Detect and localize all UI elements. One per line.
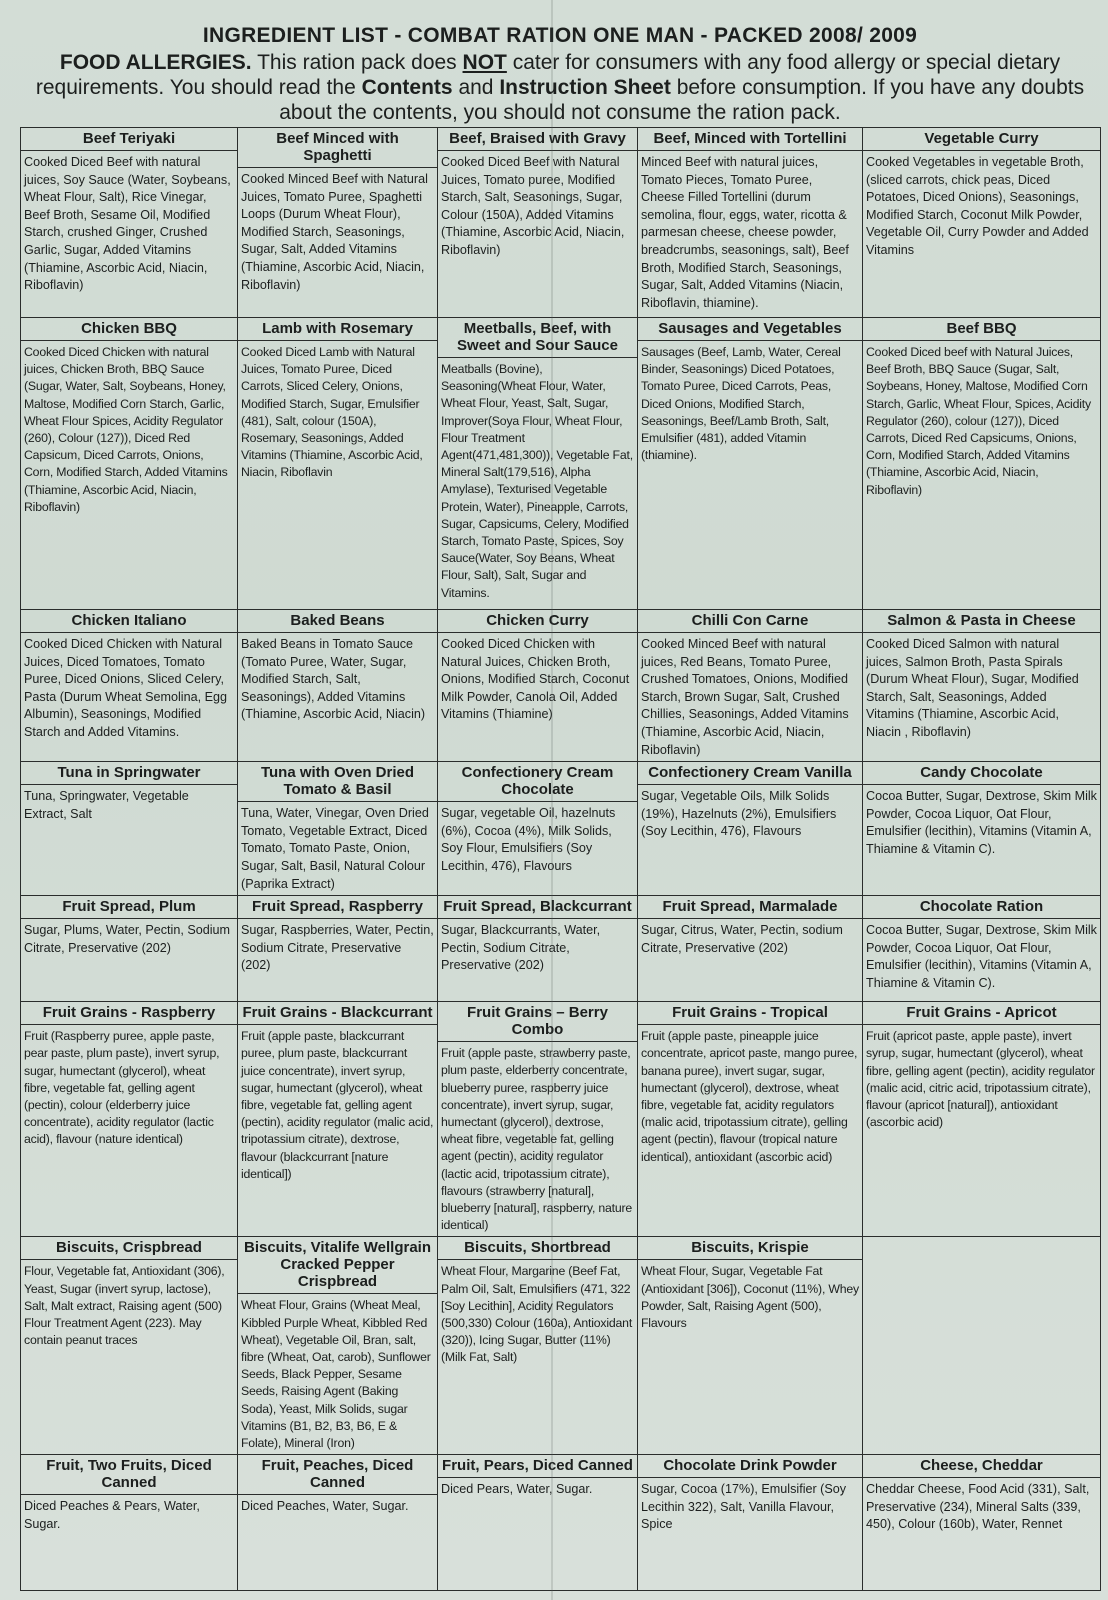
item-ingredients: Minced Beef with natural juices, Tomato Pieces, Tomato Puree, Cheese Filled Tortellini (durum semolina, flour, eggs, water, ricotta & parmesan cheese, cheese powder, breadcrumbs, seasonings, salt), Beef Broth, Modified Starch, Seasonings, Sugar, Salt, Added Vitamins (Niacin, Riboflavin, thiamine). [641,155,849,310]
ingredient-cell [438,762,638,896]
item-name: Biscuits, Crispbread [21,1237,237,1260]
item-name: Confectionery Cream Vanilla [638,762,862,785]
ingredient-cell [863,1237,1101,1455]
allergy-not: NOT [462,51,507,74]
ingredient-cell [638,128,863,318]
item-name: Vegetable Curry [863,128,1100,151]
item-name: Fruit Spread, Raspberry [238,896,437,919]
ingredient-cell [863,896,1101,1002]
ingredient-cell [238,1237,438,1455]
item-name: Fruit Spread, Plum [21,896,237,919]
item-ingredients: Fruit (apple paste, strawberry paste, plum paste, elderberry concentrate, blueberry puree, raspberry juice concentrate), invert syrup, sugar, humectant (glycerol), dextrose, wheat fibre, vegetable fat, gelling agent (pectin), acidity regulator (lactic acid, tripotassium citrate), flavours (strawberry [natural], blueberry [natural], raspberry, nature identical) [441,1046,633,1233]
table-row [21,762,1101,896]
item-ingredients: Fruit (Raspberry puree, apple paste, pear paste, plum paste), invert syrup, sugar, humectant (glycerol), wheat fibre, vegetable fat, gelling agent (pectin), colour (elderberry juice concentrate), acidity regulator (lactic acid), flavour (nature identical) [24,1029,220,1147]
item-ingredients: Fruit (apple paste, pineapple juice concentrate, apricot paste, mango puree, banana puree), invert sugar, sugar, humectant (glycerol), dextrose, wheat fibre, vegetable fat, acidity regulators (malic acid, tripotassium citrate), gelling agent (pectin), flavour (tropical nature identical), antioxidant (ascorbic acid) [641,1029,858,1164]
item-ingredients: Cooked Diced Lamb with Natural Juices, Tomato Puree, Diced Carrots, Sliced Celery, Onions, Modified Starch, Sugar, Emulsifier (481), Salt, colour (150A), Rosemary, Seasonings, Added Vitamins (Thiamine, Ascorbic Acid, Niacin, Riboflavin [241,345,423,480]
item-name: Fruit Grains – Berry Combo [438,1002,637,1042]
item-name: Fruit, Peaches, Diced Canned [238,1455,437,1495]
item-name: Meetballs, Beef, with Sweet and Sour Sauce [438,318,637,358]
item-name: Cheese, Cheddar [863,1455,1100,1478]
item-ingredients [863,1259,1100,1264]
item-ingredients: Cooked Vegetables in vegetable Broth, (sliced carrots, chick peas, Diced Potatoes, Diced Onions), Seasonings, Modified Starch, Coconut Milk Powder, Vegetable Oil, Curry Powder and Added Vitamins [866,155,1089,257]
item-name: Chicken Curry [438,610,637,633]
ingredient-cell [638,1455,863,1591]
item-name: Baked Beans [238,610,437,633]
ingredient-cell [863,762,1101,896]
ingredient-table [20,127,1101,1591]
item-name: Beef, Minced with Tortellini [638,128,862,151]
item-ingredients: Cooked Diced Salmon with natural juices, Salmon Broth, Pasta Spirals (Durum Wheat Flour), Sugar, Modified Starch, Salt, Seasonings, Added Vitamins (Thiamine, Ascorbic Acid, Niacin , Riboflavin) [866,637,1079,739]
item-name: Fruit Grains - Raspberry [21,1002,237,1025]
ingredient-cell [438,1237,638,1455]
ingredient-cell [863,610,1101,762]
item-ingredients: Sugar, Raspberries, Water, Pectin, Sodium Citrate, Preservative (202) [241,923,434,973]
item-name: Chocolate Drink Powder [638,1455,862,1478]
ingredient-cell [238,610,438,762]
item-ingredients: Sugar, Cocoa (17%), Emulsifier (Soy Lecithin 322), Salt, Vanilla Flavour, Spice [641,1482,847,1532]
item-ingredients: Cheddar Cheese, Food Acid (331), Salt, Preservative (234), Mineral Salts (339, 450), Colour (160b), Water, Rennet [866,1482,1090,1532]
ingredient-cell [863,1455,1101,1591]
ingredient-cell [438,318,638,610]
ingredient-cell [863,318,1101,610]
item-name: Beef BBQ [863,318,1100,341]
item-ingredients: Sugar, Plums, Water, Pectin, Sodium Citrate, Preservative (202) [24,923,231,955]
item-ingredients: Tuna, Water, Vinegar, Oven Dried Tomato, Vegetable Extract, Diced Tomato, Tomato Paste, Onion, Sugar, Salt, Basil, Natural Colour (Paprika Extract) [241,806,429,891]
item-name: Biscuits, Shortbread [438,1237,637,1260]
ingredient-cell [21,896,238,1002]
ingredient-cell [238,128,438,318]
item-name: Tuna in Springwater [21,762,237,785]
item-ingredients: Cooked Diced Chicken with Natural Juices, Chicken Broth, Onions, Modified Starch, Coconut Milk Powder, Canola Oil, Added Vitamins (Thiamine) [441,637,630,722]
ingredient-cell [638,610,863,762]
ingredient-cell [638,762,863,896]
item-name: Fruit Spread, Blackcurrant [438,896,637,919]
item-ingredients: Cooked Diced Chicken with natural juices, Chicken Broth, BBQ Sauce (Sugar, Water, Salt, Soybeans, Honey, Maltose, Modified Corn Starch, Garlic, Wheat Flour Spices, Acidity Regulator (260), Colour (127)), Diced Red Capsicum, Diced Carrots, Onions, Corn, Modified Starch, Added Vitamins (Thiamine, Ascorbic Acid, Niacin, Riboflavin) [24,345,228,514]
item-ingredients: Sugar, Citrus, Water, Pectin, sodium Citrate, Preservative (202) [641,923,843,955]
ingredient-cell [238,896,438,1002]
ingredient-cell [21,1455,238,1591]
item-ingredients: Diced Pears, Water, Sugar. [441,1482,593,1497]
item-name: Candy Chocolate [863,762,1100,785]
item-name: Fruit, Two Fruits, Diced Canned [21,1455,237,1495]
paper-fold-crease [551,0,553,1600]
ingredient-cell [21,762,238,896]
ingredient-cell [863,1002,1101,1237]
item-name: Sausages and Vegetables [638,318,862,341]
item-name: Confectionery Cream Chocolate [438,762,637,802]
ingredient-cell [438,1455,638,1591]
item-name: Chocolate Ration [863,896,1100,919]
item-name: Fruit Spread, Marmalade [638,896,862,919]
ingredient-cell [863,128,1101,318]
item-name: Biscuits, Vitalife Wellgrain Cracked Pepper Crispbread [238,1237,437,1294]
allergy-contents-ref: Contents [361,76,453,99]
ingredient-cell [438,610,638,762]
ingredient-cell [238,762,438,896]
item-name: Biscuits, Krispie [638,1237,862,1260]
item-ingredients: Diced Peaches & Pears, Water, Sugar. [24,1499,200,1531]
item-name: Chicken BBQ [21,318,237,341]
item-name [863,1237,1100,1259]
item-ingredients: Cooked Diced Chicken with Natural Juices, Diced Tomatoes, Tomato Puree, Diced Onions, Sliced Celery, Pasta (Durum Wheat Semolina, Egg Albumin), Seasonings, Modified Starch and Added Vitamins. [24,637,227,739]
ingredient-cell [238,318,438,610]
item-ingredients: Sugar, Blackcurrants, Water, Pectin, Sodium Citrate, Preservative (202) [441,923,601,973]
item-ingredients: Cooked Diced Beef with Natural Juices, Tomato puree, Modified Starch, Salt, Seasonings, Sugar, Colour (150A), Added Vitamins (Thiamine, Ascorbic Acid, Niacin, Riboflavin) [441,155,625,257]
ingredient-cell [21,610,238,762]
item-ingredients: Wheat Flour, Grains (Wheat Meal, Kibbled Purple Wheat, Kibbled Red Wheat), Vegetable Oil, Bran, salt, fibre (Wheat, Oat, carob), Sunflower Seeds, Black Pepper, Sesame Seeds, Raising Agent (Baking Soda), Yeast, Milk Solids, sugar Vitamins (B1, B2, B3, B6, E & Folate), Mineral (Iron) [241,1298,431,1450]
page-title: INGREDIENT LIST - COMBAT RATION ONE MAN - PACKED 2008/ 2009 [202,24,918,47]
item-name: Chicken Italiano [21,610,237,633]
allergy-instruction-ref: Instruction Sheet [499,76,671,99]
table-row [21,1002,1101,1237]
allergy-text-4: before consumption. If you have any doubts about the contents, you should not consume the ration pack. [279,76,1085,124]
allergy-text-1: This ration pack does [251,51,463,74]
ingredient-cell [21,1002,238,1237]
table-row [21,1237,1101,1455]
item-ingredients: Wheat Flour, Margarine (Beef Fat, Palm Oil, Salt, Emulsifiers (471, 322 [Soy Lecithin], Acidity Regulators (500,330) Colour (160a), Antioxidant (320)), Icing Sugar, Butter (11%) (Milk Fat, Salt) [441,1264,633,1365]
item-ingredients: Diced Peaches, Water, Sugar. [241,1499,409,1514]
item-name: Fruit, Pears, Diced Canned [438,1455,637,1478]
item-name: Beef, Braised with Gravy [438,128,637,151]
table-row [21,896,1101,1002]
item-ingredients: Wheat Flour, Sugar, Vegetable Fat (Antioxidant [306]), Coconut (11%), Whey Powder, Salt, Raising Agent (500), Flavours [641,1264,860,1330]
item-name: Salmon & Pasta in Cheese [863,610,1100,633]
ingredient-cell [238,1455,438,1591]
table-row [21,128,1101,318]
item-name: Fruit Grains - Tropical [638,1002,862,1025]
item-ingredients: Cooked Minced Beef with Natural Juices, Tomato Puree, Spaghetti Loops (Durum Wheat Flour), Modified Starch, Seasonings, Sugar, Salt, Added Vitamins (Thiamine, Ascorbic Acid, Niacin, Riboflavin) [241,172,428,292]
ingredient-cell [638,1237,863,1455]
ingredient-cell [638,896,863,1002]
item-name: Beef Teriyaki [21,128,237,151]
allergy-heading: FOOD ALLERGIES. [59,51,252,74]
item-name: Chilli Con Carne [638,610,862,633]
allergy-notice [20,50,1100,125]
item-ingredients: Flour, Vegetable fat, Antioxidant (306), Yeast, Sugar (invert syrup, lactose), Salt, Malt extract, Raising agent (500) Flour Treatment Agent (223). May contain peanut traces [24,1264,225,1348]
item-ingredients: Sugar, Vegetable Oils, Milk Solids (19%), Hazelnuts (2%), Emulsifiers (Soy Lecithin, 476), Flavours [641,789,837,839]
ingredient-cell [21,128,238,318]
item-ingredients: Cocoa Butter, Sugar, Dextrose, Skim Milk Powder, Cocoa Liquor, Oat Flour, Emulsifier (lecithin), Vitamins (Vitamin A, Thiamine & Vitamin C). [866,789,1097,856]
item-ingredients: Sausages (Beef, Lamb, Water, Cereal Binder, Seasonings) Diced Potatoes, Tomato Puree, Diced Carrots, Peas, Diced Onions, Modified Starch, Seasonings, Beef/Lamb Broth, Salt, Emulsifier (481), added Vitamin (thiamine). [641,345,841,463]
item-name: Lamb with Rosemary [238,318,437,341]
item-ingredients: Cooked Diced Beef with natural juices, Soy Sauce (Water, Soybeans, Wheat Flour, Salt), Rice Vinegar, Beef Broth, Sesame Oil, Modified Starch, crushed Ginger, Crushed Garlic, Sugar, Added Vitamins (Thiamine, Ascorbic Acid, Niacin, Riboflavin) [24,155,231,293]
item-name: Beef Minced with Spaghetti [238,128,437,168]
table-row [21,1455,1101,1591]
ingredient-cell [638,318,863,610]
table-row [21,610,1101,762]
item-ingredients: Cocoa Butter, Sugar, Dextrose, Skim Milk Powder, Cocoa Liquor, Oat Flour, Emulsifier (lecithin), Vitamins (Vitamin A, Thiamine & Vitamin C). [866,923,1097,990]
item-name: Fruit Grains - Apricot [863,1002,1100,1025]
ingredient-cell [438,896,638,1002]
item-ingredients: Meatballs (Bovine), Seasoning(Wheat Flour, Water, Wheat Flour, Yeast, Salt, Sugar, Improver(Soya Flour, Wheat Flour, Flour Treatment Agent(471,481,300)), Vegetable Fat, Mineral Salt(179,516), Alpha Amylase), Texturised Vegetable Protein, Water), Pineapple, Carrots, Sugar, Capsicums, Celery, Modified Starch, Tomato Paste, Spices, Soy Sauce(Water, Soy Beans, Wheat Flour, Salt), Salt, Sugar and Vitamins. [441,362,633,600]
item-name: Fruit Grains - Blackcurrant [238,1002,437,1025]
allergy-text-2: cater for consumers with any food allergy or special dietary requirements. You should read the [35,51,1061,99]
ingredient-cell [438,1002,638,1237]
item-ingredients: Fruit (apple paste, blackcurrant puree, plum paste, blackcurrant juice concentrate), invert syrup, sugar, humectant (glycerol), wheat fibre, vegetable fat, gelling agent (pectin), acidity regulator (malic acid, tripotassium citrate), dextrose, flavour (blackcurrant [nature identical]) [241,1029,434,1181]
table-row [21,318,1101,610]
ingredient-cell [438,128,638,318]
item-ingredients: Baked Beans in Tomato Sauce (Tomato Puree, Water, Sugar, Modified Starch, Salt, Seasonings), Added Vitamins (Thiamine, Ascorbic Acid, Niacin) [241,637,426,722]
allergy-text-3: and [452,76,500,99]
item-ingredients: Cooked Minced Beef with natural juices, Red Beans, Tomato Puree, Crushed Tomatoes, Onions, Modified Starch, Brown Sugar, Salt, Crushed Chillies, Seasonings, Added Vitamins (Thiamine, Ascorbic Acid, Niacin, Riboflavin) [641,637,849,757]
item-ingredients: Cooked Diced beef with Natural Juices, Beef Broth, BBQ Sauce (Sugar, Salt, Soybeans, Honey, Maltose, Modified Corn Starch, Garlic, Wheat Flour, Spices, Acidity Regulator (260), colour (127)), Diced Carrots, Diced Red Capsicums, Onions, Corn, Modified Starch, Added Vitamins (Thiamine, Ascorbic Acid, Niacin, Riboflavin) [866,345,1091,497]
ingredient-cell [638,1002,863,1237]
item-ingredients: Fruit (apricot paste, apple paste), invert syrup, sugar, humectant (glycerol), wheat fibre, gelling agent (pectin), acidity regulator (malic acid, citric acid, tripotassium citrate), flavour (apricot [natural]), antioxidant (ascorbic acid) [866,1029,1095,1130]
item-ingredients: Tuna, Springwater, Vegetable Extract, Salt [24,789,189,821]
item-ingredients: Sugar, vegetable Oil, hazelnuts (6%), Cocoa (4%), Milk Solids, Soy Flour, Emulsifiers (Soy Lecithin, 476), Flavours [441,806,616,873]
ingredient-cell [21,1237,238,1455]
item-name: Tuna with Oven Dried Tomato & Basil [238,762,437,802]
ingredient-cell [21,318,238,610]
ingredient-cell [238,1002,438,1237]
